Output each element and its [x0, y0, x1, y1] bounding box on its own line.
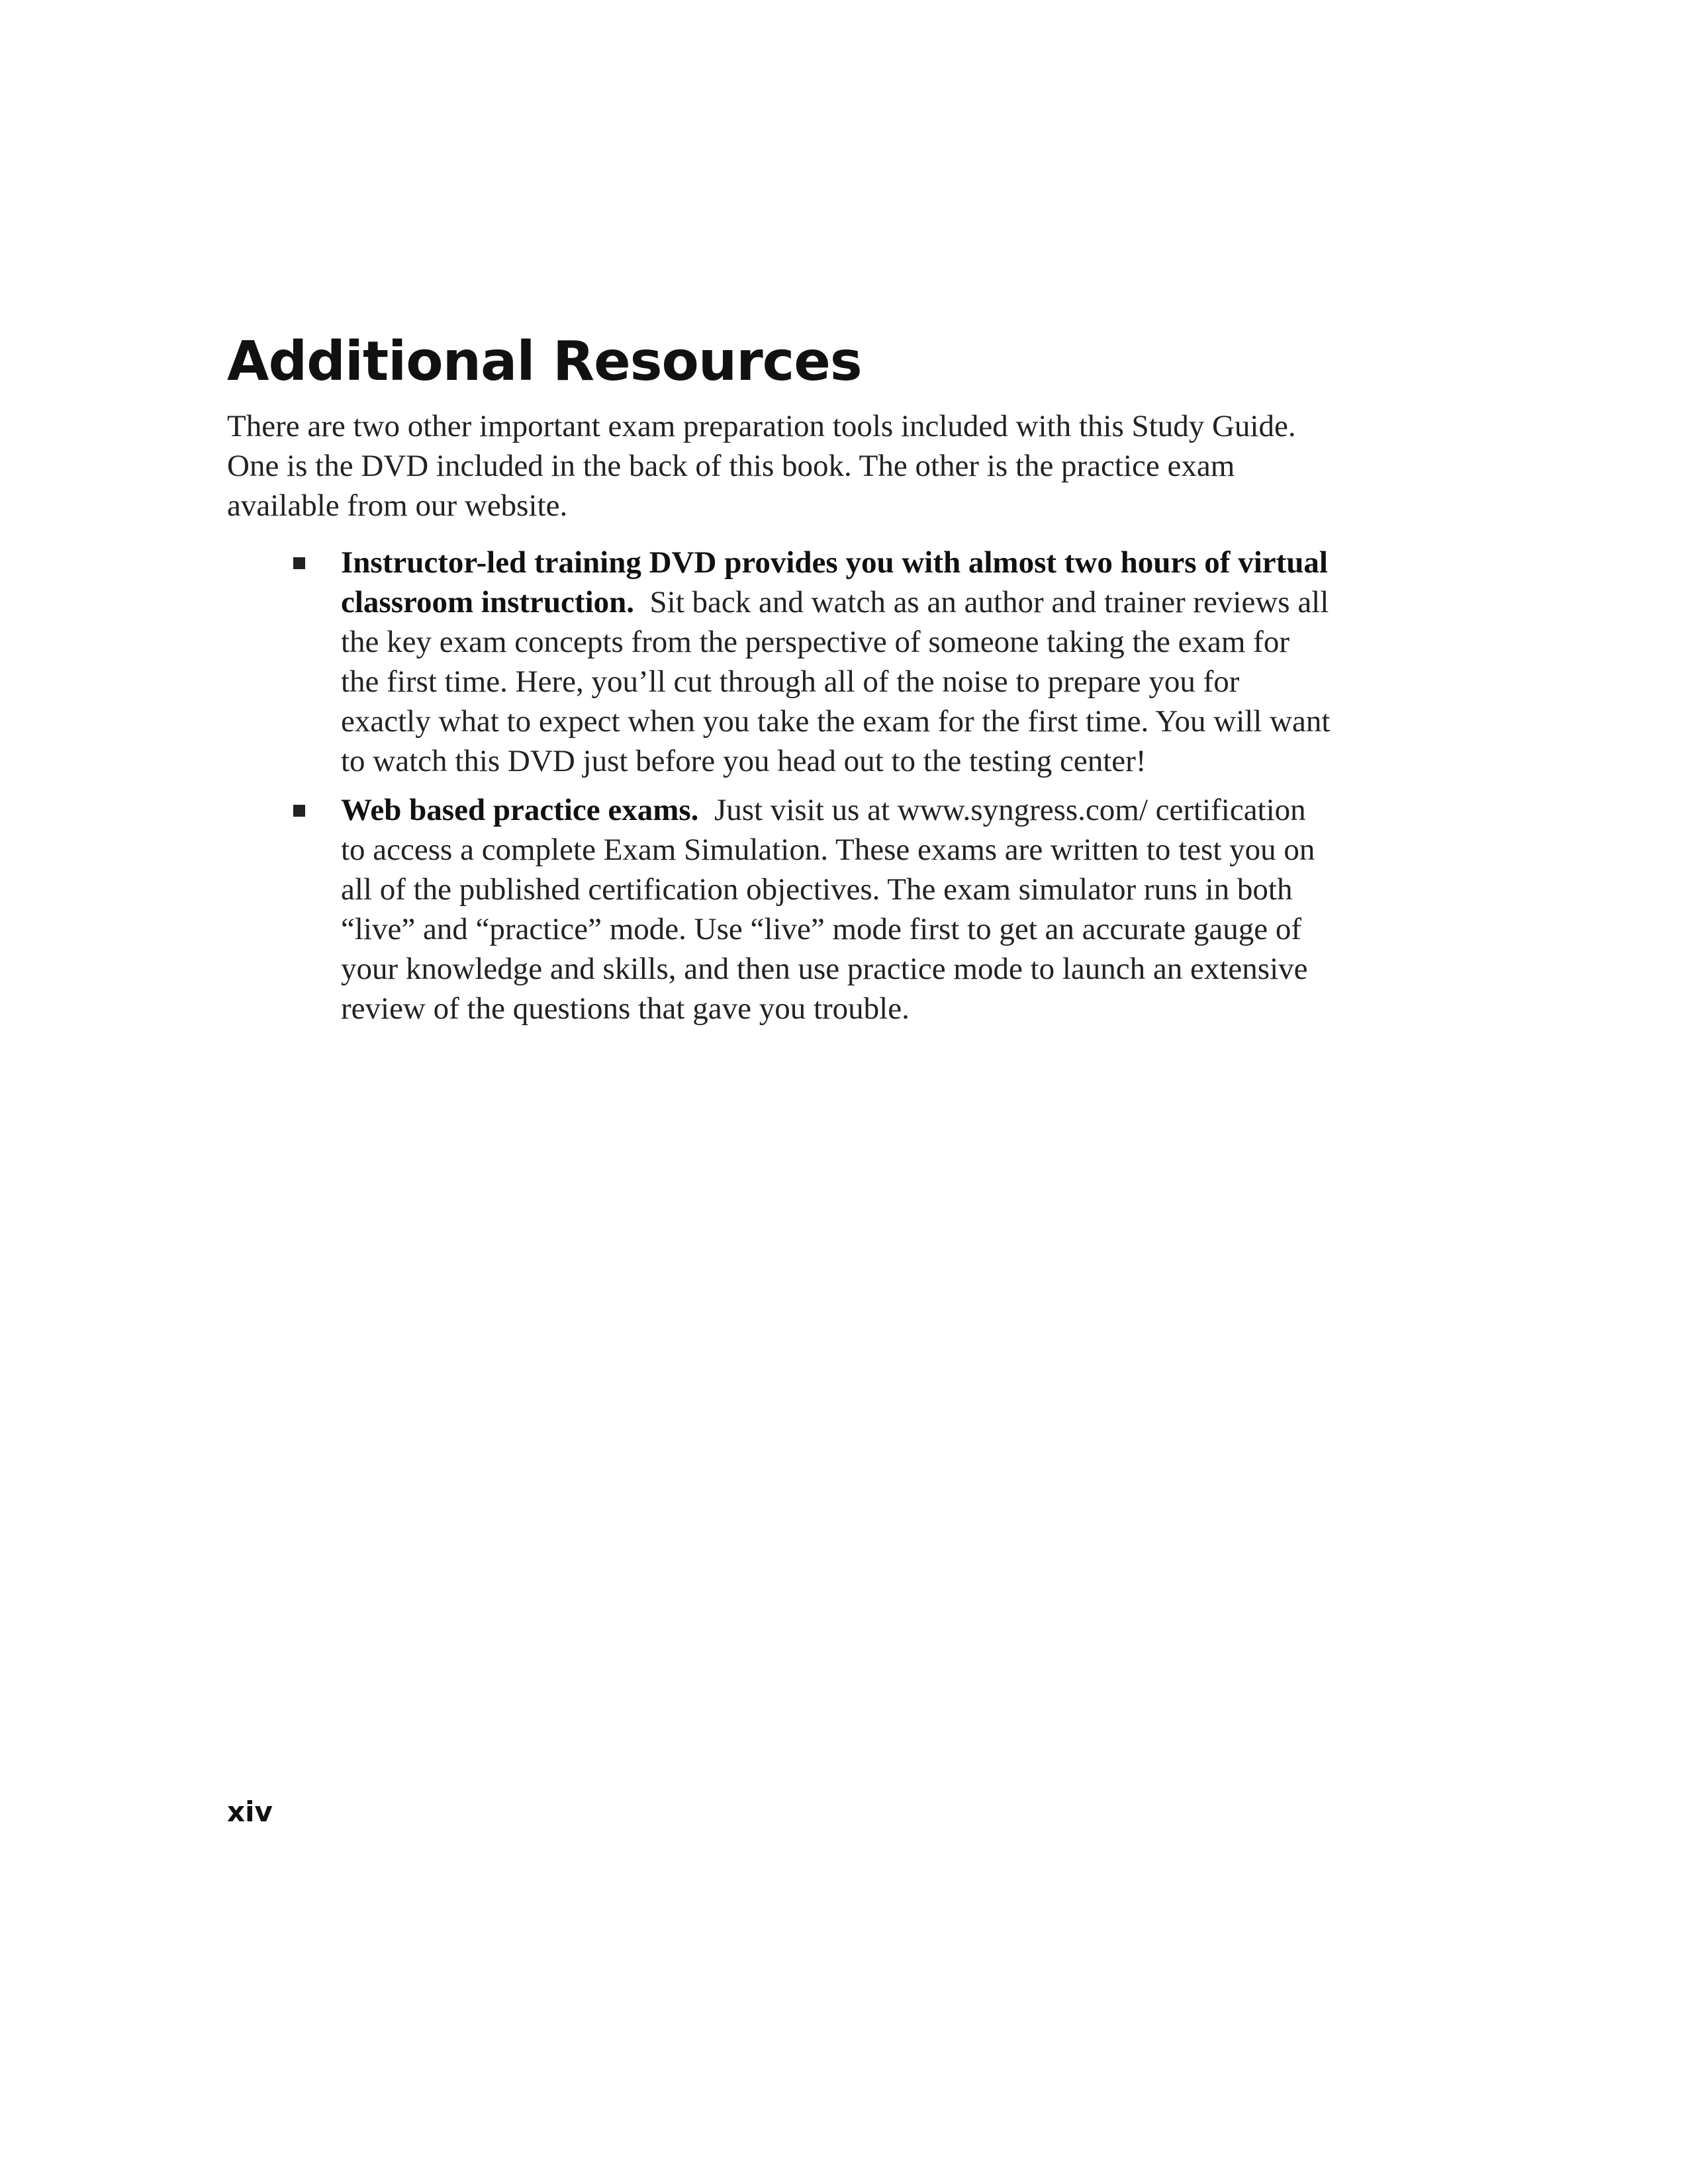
lead-spacer — [634, 585, 650, 619]
square-bullet-icon — [293, 805, 305, 817]
list-item-lead: Web based practice exams. — [341, 793, 699, 827]
page-number: xiv — [227, 1796, 273, 1828]
lead-spacer — [698, 793, 714, 827]
list-item-web-exams — [227, 790, 1334, 1028]
square-bullet-icon — [293, 557, 305, 569]
resource-list — [227, 543, 1352, 1038]
list-item-body: Sit back and watch as an author and trainer reviews all the key exam concepts from the perspective of someone taking the exam for the first time. Here, you’ll cut through all of the noise to prepare you for exactly what to expect when you take the exam for the first time. You will want to watch this DVD just before you head out to the testing center! — [341, 585, 1331, 778]
intro-paragraph: There are two other important exam preparation tools included with this Study Guide. One is the DVD included in the back of this book. The other is the practice exam available from our website. — [227, 409, 1296, 523]
section-heading: Additional Resources — [227, 330, 862, 393]
list-item-lead: Instructor-led training DVD provides you with almost two hours of virtual classroom instruction. — [341, 545, 1328, 619]
list-item-body: Just visit us at www.syngress.com/ certification to access a complete Exam Simulation. These exams are written to test you on all of the published certification objectives. The exam simulator runs in both “live” and “practice” mode. Use “live” mode first to get an accurate gauge of your knowledge and skills, and then use practice mode to launch an extensive review of the questions that gave you trouble. — [341, 793, 1315, 1026]
list-item-dvd — [227, 543, 1334, 781]
